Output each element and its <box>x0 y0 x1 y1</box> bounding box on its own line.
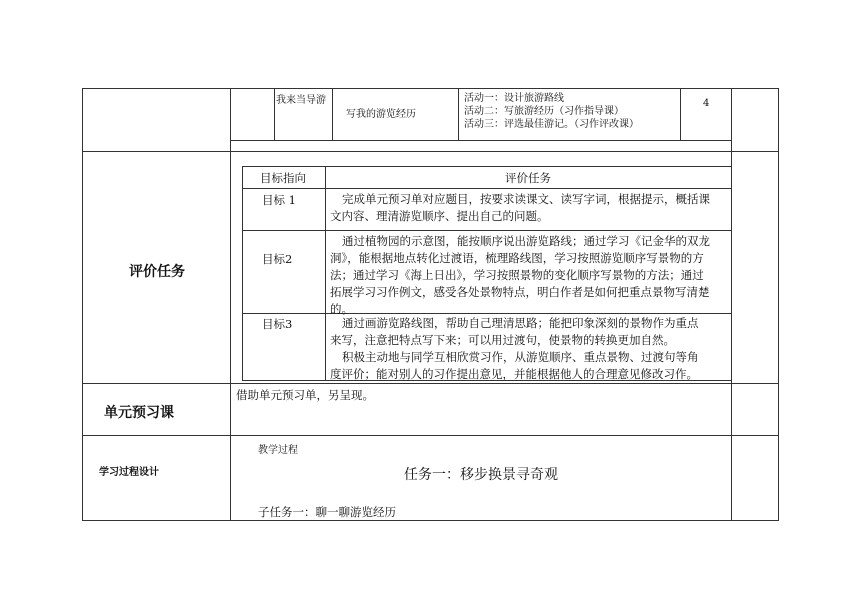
table-border-row1 <box>82 151 779 152</box>
eval-task-3 <box>330 315 732 383</box>
eval-table-row1-bottom <box>242 230 732 231</box>
activity-2: 活动二：写旅游经历（习作指导课） <box>464 106 624 117</box>
eval-task-2 <box>330 233 732 318</box>
table-border-row2 <box>82 383 779 384</box>
eval-table-top <box>242 166 732 167</box>
table-border-row3 <box>82 435 779 436</box>
teaching-process-label: 教学过程 <box>258 445 298 456</box>
eval-task-2-line-1: 通过植物园的示意图，能按顺序说出游览路线；通过学习《记金华的双龙 <box>342 234 710 248</box>
section-label-evaluation: 评价任务 <box>129 264 185 280</box>
table-border-right <box>778 88 779 521</box>
eval-table-header-bottom <box>242 188 732 189</box>
eval-task-3-line-3: 积极主动地与同学互相欣赏习作，从游览顺序、重点景物、过渡句等角 <box>342 350 699 364</box>
top-row-divider-d <box>680 88 681 141</box>
eval-table-col-divider <box>325 166 326 381</box>
eval-table-left <box>242 166 243 381</box>
eval-task-1-line-1: 完成单元预习单对应题目，按要求读课文、读写字词，根据提示，概括课 <box>342 192 710 206</box>
top-cell-guide: 我来当导游 <box>276 95 326 106</box>
eval-task-2-line-2: 洞》，能根据地点转化过渡语，梳理路线图，学习按照游览顺序写景物的方 <box>330 251 704 265</box>
eval-task-2-line-3: 法；通过学习《海上日出》，学习按照景物的变化顺序写景物的方法；通过 <box>330 268 704 282</box>
top-cell-writing: 写我的游览经历 <box>346 109 416 120</box>
table-border-left <box>82 88 83 521</box>
top-row-inner-bottom <box>230 140 732 141</box>
eval-header-goal: 目标指向 <box>260 171 306 185</box>
top-row-divider-b <box>332 88 333 141</box>
table-border-bottom <box>82 520 779 521</box>
task-title: 任务一：移步换景寻奇观 <box>404 467 558 483</box>
table-border-mid <box>230 88 231 521</box>
eval-task-2-line-4: 拓展学习习作例文，感受各处景物特点，明白作者是如何把重点景物写清楚 <box>330 285 710 299</box>
eval-task-3-line-1: 通过画游览路线图，帮助自己理清思路；能把印象深刻的景物作为重点 <box>342 316 699 330</box>
eval-goal-2: 目标2 <box>262 252 293 266</box>
eval-task-1 <box>330 191 732 225</box>
table-border-top <box>82 88 779 89</box>
eval-header-task: 评价任务 <box>505 171 551 185</box>
section-label-preview: 单元预习课 <box>104 405 174 421</box>
activity-1: 活动一：设计旅游路线 <box>464 93 564 104</box>
subtask-label: 子任务一：聊一聊游览经历 <box>258 505 396 519</box>
eval-task-3-line-2: 来写，注意把特点写下来；可以用过渡句，使景物的转换更加自然。 <box>330 333 675 347</box>
preview-content: 借助单元预习单，另呈现。 <box>236 388 374 402</box>
top-row-divider-c <box>458 88 459 141</box>
eval-task-1-line-2: 文内容、理清游览顺序、提出自己的问题。 <box>330 209 549 223</box>
eval-goal-3: 目标3 <box>262 317 293 331</box>
eval-goal-1: 目标 1 <box>262 193 296 207</box>
activity-3: 活动三：评选最佳游记。（习作评改课） <box>464 119 639 130</box>
section-label-process: 学习过程设计 <box>99 467 159 478</box>
eval-task-2-line-5: 的。 <box>330 302 353 316</box>
hours-value: 4 <box>703 98 710 109</box>
top-row-divider-a <box>274 88 275 141</box>
eval-task-3-line-4: 度评价；能对别人的习作提出意见，并能根据他人的合理意见修改习作。 <box>330 367 698 381</box>
